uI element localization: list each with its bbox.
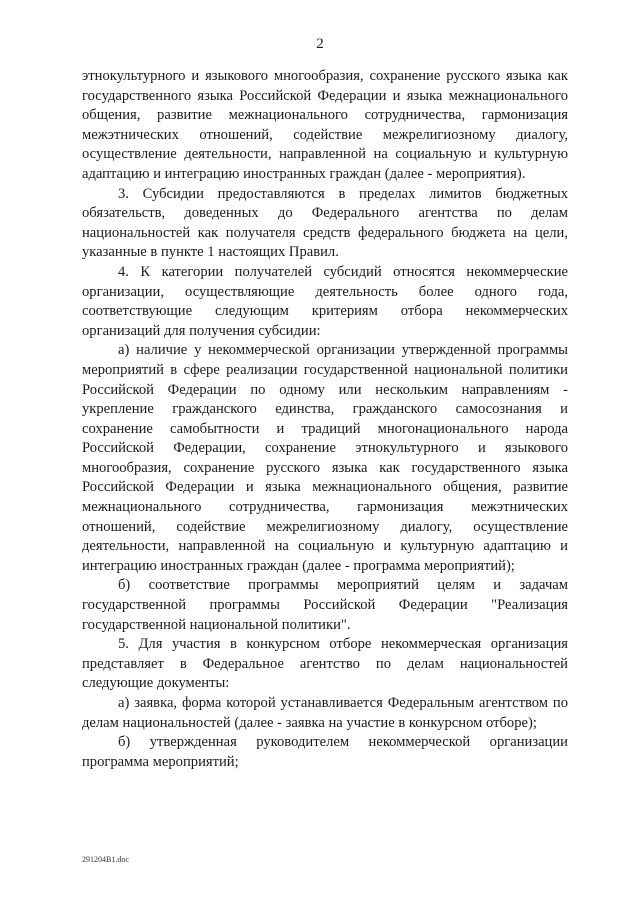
paragraph-item-4: 4. К категории получателей субсидий относятся некоммерческие организации, осуществляющие деятельность более одного года, соответствующие следующим критериям отбора некоммерческих организаций для получения субсидии: bbox=[82, 263, 568, 339]
page-number: 2 bbox=[316, 36, 324, 52]
paragraph-subitem-4a: а) наличие у некоммерческой организации утвержденной программы мероприятий в сфере реализации государственной национальной политики Российской Федерации по одному или нескольким направлениям - укрепление гражданского единства, гражданского самосознания и сохранение самобытности и традиций многонационального народа Российской Федерации, сохранение этнокультурного и языкового многообразия, сохранение русского языка как государственного языка Российской Федерации и языка межнационального общения, развитие межнационального сотрудничества, гармонизация межэтнических отношений, содействие межрелигиозному диалогу, осуществление деятельности, направленной на социальную и культурную адаптацию и интеграцию иностранных граждан (далее - программа мероприятий); bbox=[82, 342, 568, 574]
paragraph-item-3: 3. Субсидии предоставляются в пределах лимитов бюджетных обязательств, доведенных до Федерального агентства по делам национальностей как получателя средств федерального бюджета на цели, указанные в пункте 1 настоящих Правил. bbox=[82, 185, 568, 261]
document-body bbox=[82, 67, 568, 772]
paragraph-continuation: этнокультурного и языкового многообразия, сохранение русского языка как государственного языка Российской Федерации и языка межнационального общения, развитие межнационального сотрудничества, гармонизация межэтнических отношений, содействие межрелигиозному диалогу, осуществление деятельности, направленной на социальную и культурную адаптацию и интеграцию иностранных граждан (далее - мероприятия). bbox=[82, 68, 568, 182]
paragraph-item-5: 5. Для участия в конкурсном отборе некоммерческая организация представляет в Федеральное агентство по делам национальностей следующие документы: bbox=[82, 636, 568, 692]
paragraph-subitem-5b: б) утвержденная руководителем некоммерческой организации программа мероприятий; bbox=[82, 734, 568, 770]
paragraph-subitem-5a: а) заявка, форма которой устанавливается Федеральным агентством по делам национальностей (далее - заявка на участие в конкурсном отборе); bbox=[82, 695, 568, 731]
footer-file-code: 291204В1.doc bbox=[82, 855, 129, 864]
paragraph-subitem-4b: б) соответствие программы мероприятий целям и задачам государственной программы Российской Федерации "Реализация государственной национальной политики". bbox=[82, 577, 568, 633]
